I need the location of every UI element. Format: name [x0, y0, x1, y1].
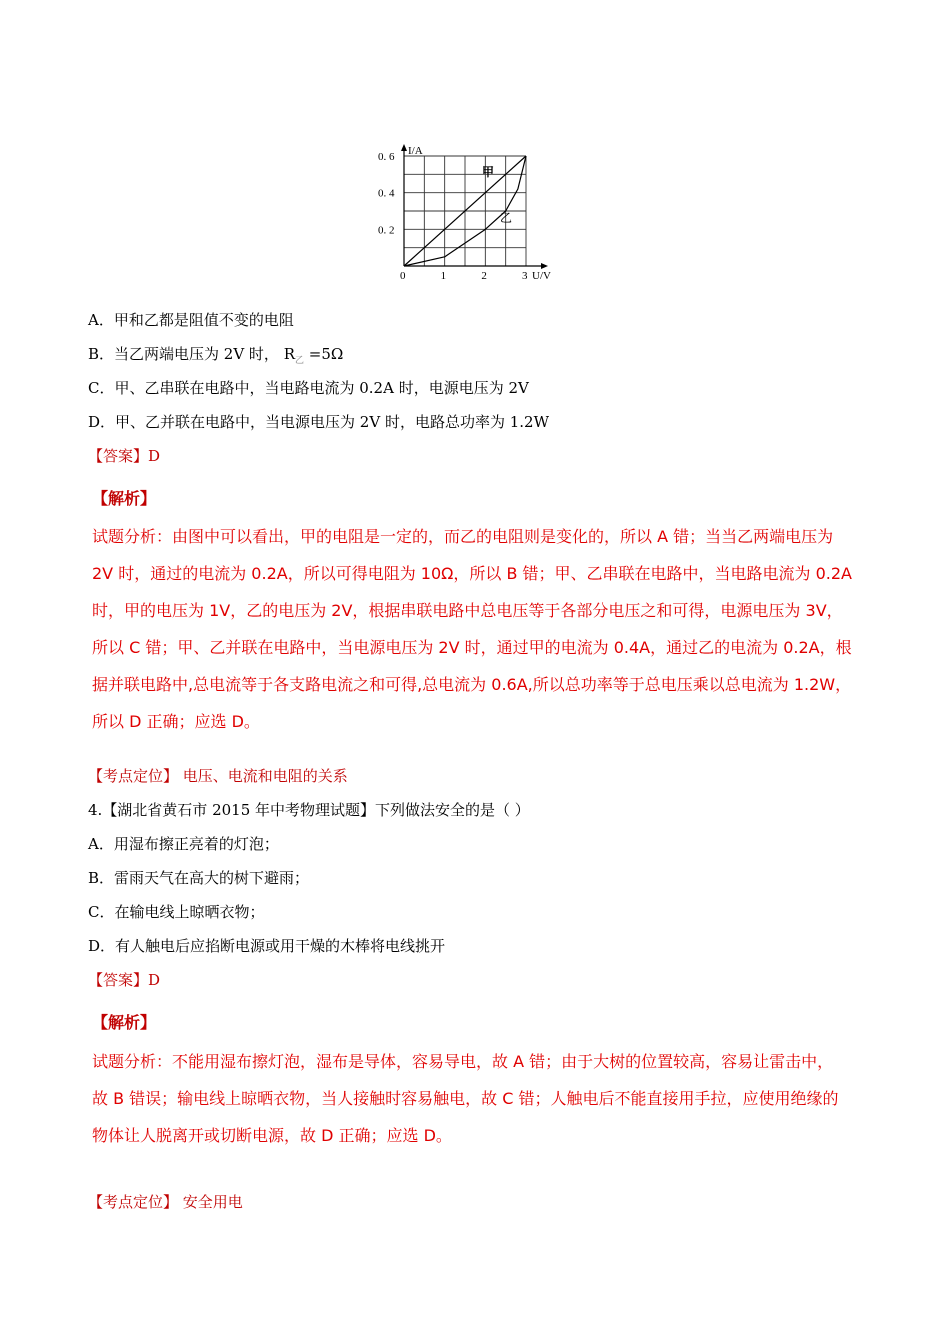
q4-option-d: D．有人触电后应掐断电源或用干燥的木棒将电线挑开 — [88, 937, 446, 955]
q3-option-b-sub: 乙 — [295, 356, 305, 366]
q4-kp-label: 【考点定位】 — [88, 1193, 179, 1211]
series-label-yi: 乙 — [500, 211, 513, 225]
x-axis-label: U/V — [532, 270, 551, 280]
iu-graph — [370, 138, 580, 280]
q3-kp-value: 电压、电流和电阻的关系 — [182, 767, 348, 785]
q4-option-c: C．在输电线上晾晒衣物； — [88, 903, 265, 921]
y-axis-label: I/A — [408, 145, 423, 157]
q3-option-b-text: B．当乙两端电压为 2V 时， R — [88, 345, 295, 363]
q4-analysis — [92, 1043, 882, 1154]
q4-answer-value: D — [148, 971, 161, 989]
q3-analysis-line: 据并联电路中,总电流等于各支路电流之和可得,总电流为 0.6A,所以总功率等于总电压乘以总电流为 1.2W， — [92, 675, 852, 694]
q3-answer-label: 【答案】 — [88, 447, 149, 465]
q3-option-b-value: =5Ω — [304, 345, 344, 363]
x-tick-label: 2 — [481, 270, 487, 280]
y-tick-label: 0. 6 — [378, 151, 395, 163]
q4-option-a: A．用湿布擦正亮着的灯泡； — [88, 835, 279, 853]
y-tick-label: 0. 4 — [378, 187, 395, 200]
x-tick-label: 3 — [522, 270, 528, 280]
q3-option-c: C．甲、乙串联在电路中，当电路电流为 0.2A 时，电源电压为 2V — [88, 379, 529, 397]
y-axis-arrow — [401, 144, 407, 151]
q4-knowledge-point — [88, 1192, 243, 1212]
q3-analysis-line: 时，甲的电压为 1V，乙的电压为 2V，根据串联电路中总电压等于各部分电压之和可得，电源电压为 3V， — [92, 601, 843, 620]
q3-knowledge-point — [88, 766, 348, 786]
series-label-jia: 甲 — [482, 165, 495, 179]
q3-answer-value: D — [148, 447, 161, 465]
x-axis-arrow — [541, 263, 548, 269]
q4-stem: 4.【湖北省黄石市 2015 年中考物理试题】下列做法安全的是（ ） — [88, 801, 530, 819]
q3-answer — [88, 446, 160, 466]
q4-analysis-heading: 【解析】 — [92, 1013, 157, 1032]
iu-chart-svg — [370, 138, 580, 280]
q3-analysis-line: 所以 C 错；甲、乙并联在电路中，当电源电压为 2V 时，通过甲的电流为 0.4A，通过乙的电流为 0.2A，根 — [92, 638, 852, 657]
x-tick-label: 0 — [400, 270, 406, 280]
q3-analysis — [92, 518, 882, 740]
q3-kp-label: 【考点定位】 — [88, 767, 179, 785]
x-tick-label: 1 — [440, 270, 447, 280]
q3-analysis-line: 所以 D 正确；应选 D。 — [92, 712, 260, 731]
q4-analysis-line: 试题分析：不能用湿布擦灯泡，湿布是导体，容易导电，故 A 错；由于大树的位置较高，容易让雷击中， — [92, 1052, 834, 1071]
q3-option-d: D．甲、乙并联在电路中，当电源电压为 2V 时，电路总功率为 1.2W — [88, 413, 549, 431]
q4-analysis-line: 物体让人脱离开或切断电源，故 D 正确；应选 D。 — [92, 1126, 452, 1145]
q3-analysis-line: 试题分析：由图中可以看出，甲的电阻是一定的，而乙的电阻则是变化的，所以 A 错；当当乙两端电压为 — [92, 527, 834, 546]
y-tick-label: 0. 2 — [378, 224, 395, 237]
q4-answer — [88, 970, 160, 990]
q3-option-b — [88, 344, 343, 371]
q3-analysis-heading: 【解析】 — [92, 489, 157, 508]
q3-analysis-line: 2V 时，通过的电流为 0.2A，所以可得电阻为 10Ω，所以 B 错；甲、乙串联在电路中，当电路电流为 0.2A — [92, 564, 852, 583]
q4-analysis-line: 故 B 错误；输电线上晾晒衣物，当人接触时容易触电，故 C 错；人触电后不能直接用手拉，应使用绝缘的 — [92, 1089, 839, 1108]
q4-option-b: B．雷雨天气在高大的树下避雨； — [88, 869, 310, 887]
q4-answer-label: 【答案】 — [88, 971, 149, 989]
q3-option-a: A．甲和乙都是阻值不变的电阻 — [88, 311, 294, 329]
q4-kp-value: 安全用电 — [182, 1193, 243, 1211]
